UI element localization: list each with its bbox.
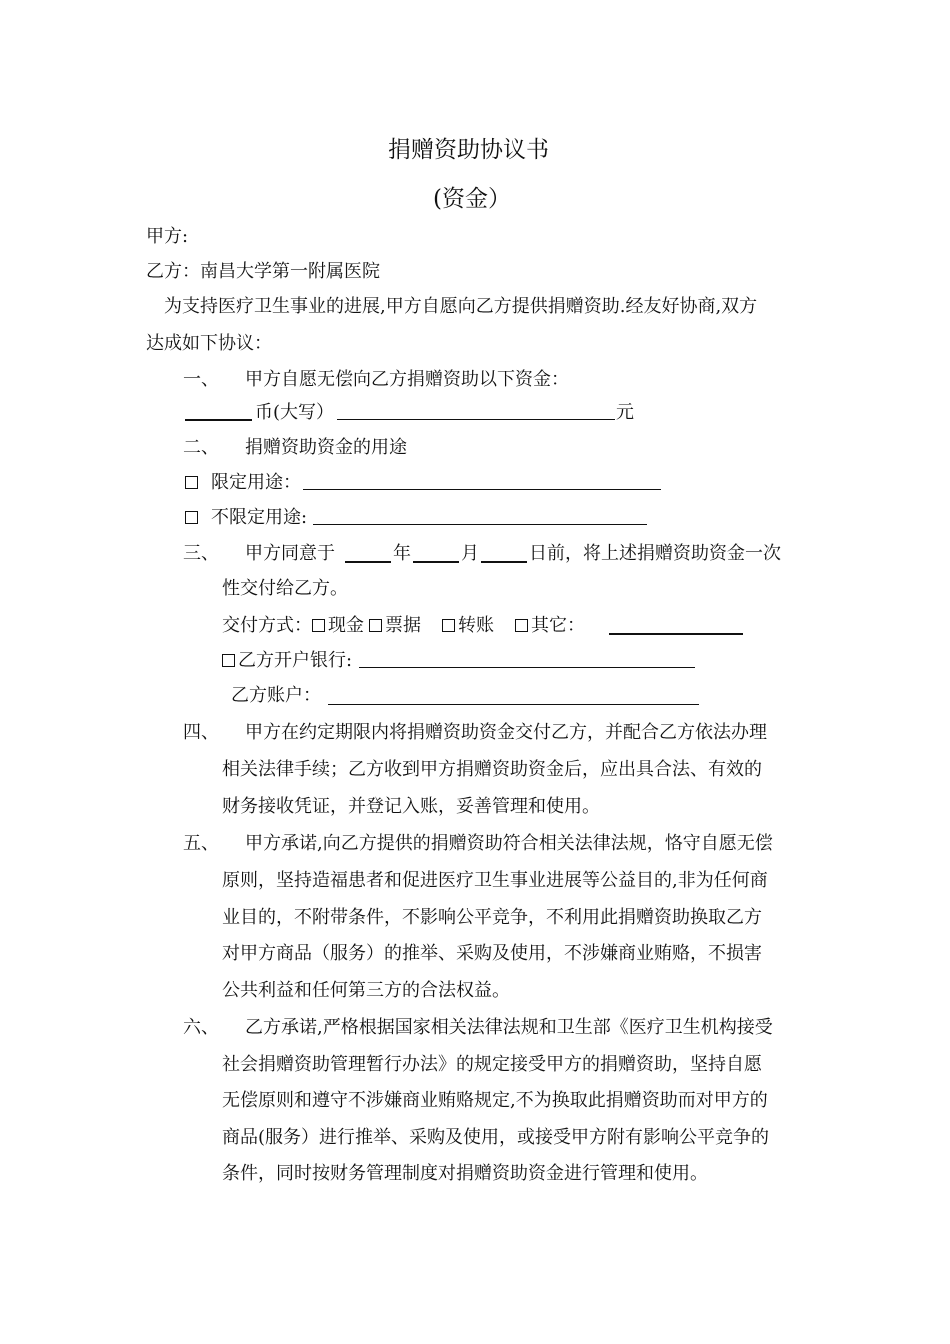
section-6-line-3: 无偿原则和遵守不涉嫌商业贿赂规定,不为换取此捐赠资助而对甲方的 (222, 1090, 768, 1111)
section-6-line-5: 条件，同时按财务管理制度对捐赠资助资金进行管理和使用。 (222, 1163, 708, 1184)
cash-checkbox (312, 619, 325, 632)
payment-method-label: 交付方式： (222, 615, 312, 636)
party-a-label: 甲方: (146, 226, 189, 247)
amount-blank (337, 419, 615, 420)
amount-unit: 元 (616, 402, 634, 423)
other-checkbox (515, 619, 528, 632)
section-1-number: 一、 (183, 369, 219, 390)
day-blank (481, 561, 527, 563)
section-3-number: 三、 (183, 543, 219, 564)
unrestricted-use-label: 不限定用途: (211, 507, 308, 528)
section-5-line-2: 原则，坚持造福患者和促进医疗卫生事业进展等公益目的,非为任何商 (222, 870, 768, 891)
year-blank (345, 561, 391, 563)
section-3-text-a: 甲方同意于 (245, 543, 335, 564)
section-5-line-1: 甲方承诺,向乙方提供的捐赠资助符合相关法律法规，恪守自愿无偿 (245, 833, 773, 854)
intro-line-1: 为支持医疗卫生事业的进展,甲方自愿向乙方提供捐赠资助.经友好协商,双方 (164, 296, 758, 317)
bank-blank (359, 667, 695, 668)
unrestricted-use-checkbox (185, 511, 198, 524)
document-title: 捐赠资助协议书 (388, 137, 549, 163)
restricted-use-label: 限定用途： (211, 472, 301, 493)
party-b-label: 乙方：南昌大学第一附属医院 (146, 261, 380, 282)
unrestricted-use-option (185, 506, 307, 530)
year-label: 年 (393, 543, 411, 564)
account-label: 乙方账户： (231, 685, 321, 706)
restricted-use-checkbox (185, 476, 198, 489)
other-method-blank (609, 633, 743, 635)
section-2-number: 二、 (183, 437, 219, 458)
section-5-line-4: 对甲方商品（服务）的推举、采购及使用，不涉嫌商业贿赂，不损害 (222, 943, 762, 964)
section-6-number: 六、 (183, 1017, 219, 1038)
restricted-use-blank (303, 489, 661, 490)
section-4-line-1: 甲方在约定期限内将捐赠资助资金交付乙方，并配合乙方依法办理 (245, 722, 767, 743)
section-4-line-2: 相关法律手续；乙方收到甲方捐赠资助资金后，应出具合法、有效的 (222, 759, 762, 780)
section-3-text-line2: 性交付给乙方。 (222, 578, 348, 599)
section-4-line-3: 财务接收凭证，并登记入账，妥善管理和使用。 (222, 796, 600, 817)
month-blank (413, 561, 459, 563)
section-2-text: 捐赠资助资金的用途 (245, 437, 407, 458)
section-6-line-1: 乙方承诺,严格根据国家相关法律法规和卫生部《医疗卫生机构接受 (245, 1017, 773, 1038)
currency-type-blank (185, 419, 252, 421)
other-label: 其它： (531, 615, 585, 636)
transfer-checkbox (442, 619, 455, 632)
bill-label: 票据 (385, 615, 421, 636)
bank-label: 乙方开户银行: (238, 650, 353, 671)
section-5-line-3: 业目的，不附带条件，不影响公平竞争，不利用此捐赠资助换取乙方 (222, 907, 762, 928)
section-6-line-4: 商品(服务）进行推举、采购及使用，或接受甲方附有影响公平竞争的 (222, 1127, 770, 1148)
cash-label: 现金 (328, 615, 364, 636)
document-subtitle: (资金） (433, 186, 511, 212)
section-5-number: 五、 (183, 833, 219, 854)
section-5-line-5: 公共利益和任何第三方的合法权益。 (222, 980, 510, 1001)
section-1-text: 甲方自愿无偿向乙方捐赠资助以下资金： (245, 369, 569, 390)
bank-checkbox (222, 654, 235, 667)
section-6-line-2: 社会捐赠资助管理暂行办法》的规定接受甲方的捐赠资助，坚持自愿 (222, 1054, 762, 1075)
bill-checkbox (369, 619, 382, 632)
intro-line-2: 达成如下协议： (146, 333, 272, 354)
section-4-number: 四、 (183, 722, 219, 743)
currency-label: 币(大写） (255, 402, 335, 423)
payment-method-row (222, 614, 585, 638)
month-label: 月 (461, 543, 479, 564)
transfer-label: 转账 (458, 615, 494, 636)
restricted-use-option (185, 471, 301, 495)
account-blank (328, 704, 699, 705)
bank-row (222, 649, 352, 673)
unrestricted-use-blank (313, 524, 647, 525)
section-3-text-b: 日前，将上述捐赠资助资金一次 (529, 543, 781, 564)
